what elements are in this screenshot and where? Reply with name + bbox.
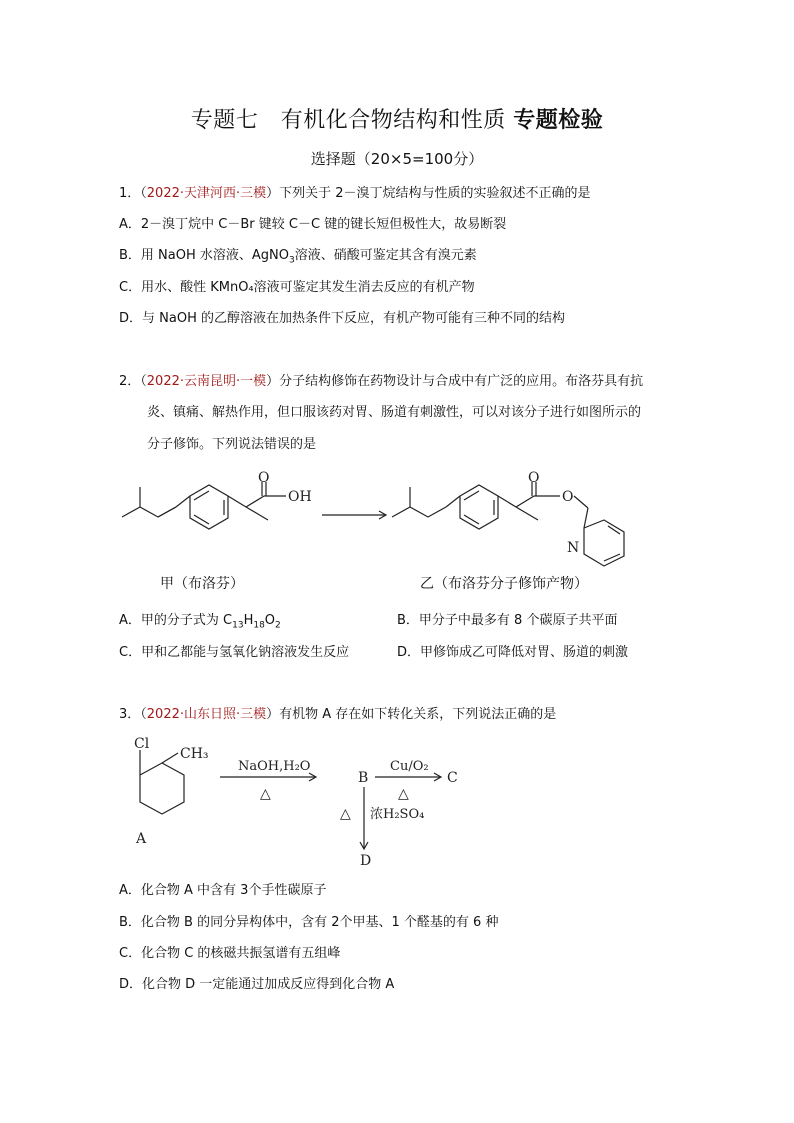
yi-ester-oxygen-label: O xyxy=(562,489,574,505)
q2-stem-line3: 分子修饰。下列说法错误的是 xyxy=(147,437,317,452)
title-main: 专题七 有机化合物结构和性质 xyxy=(190,108,506,133)
title-bold: 专题检验 xyxy=(513,108,604,133)
q1-option-a: A．2－溴丁烷中 C－Br 键较 C－C 键的键长短但极性大，故易断裂 xyxy=(119,217,507,232)
compound-c-label: C xyxy=(447,770,458,786)
q2-option-a: A．甲的分子式为 $C_{13}H_{18}O_2$ xyxy=(119,613,281,631)
q3-stem: 3．（2022·山东日照·三模）有机物 A 存在如下转化关系，下列说法正确的是 xyxy=(119,707,557,722)
q3-option-a: A．化合物 A 中含有 3个手性碳原子 xyxy=(119,883,327,898)
q1-option-d: D．与 NaOH 的乙醇溶液在加热条件下反应，有机产物可能有三种不同的结构 xyxy=(119,311,565,326)
h2so4-condition-label: 浓H₂SO₄ xyxy=(370,807,425,822)
q1-option-b: B．用 NaOH 水溶液、AgNO$_3$溶液、硝酸可鉴定其含有溴元素 xyxy=(119,248,477,266)
heat-symbol-1: △ xyxy=(260,786,271,802)
label-yi: 乙（布洛芬分子修饰产物） xyxy=(420,576,588,592)
q1-stem: 1．（2022·天津河西·三模）下列关于 2－溴丁烷结构与性质的实验叙述不正确的是 xyxy=(119,186,591,201)
page-title xyxy=(0,103,794,134)
q2-source: 2022·云南昆明·一模 xyxy=(146,374,267,389)
section-subtitle: 选择题（20×5=100分） xyxy=(310,150,484,168)
q2-option-d: D．甲修饰成乙可降低对胃、肠道的刺激 xyxy=(397,645,629,660)
q2-option-b: B．甲分子中最多有 8 个碳原子共平面 xyxy=(397,613,618,628)
label-jia: 甲（布洛芬） xyxy=(160,576,244,592)
compound-d-label: D xyxy=(360,853,372,869)
yi-pyridine-nitrogen-label: N xyxy=(567,540,580,556)
chlorine-atom-label: Cl xyxy=(134,736,150,752)
cuo2-condition-label: Cu/O₂ xyxy=(390,759,429,774)
heat-symbol-3: △ xyxy=(340,806,351,822)
compound-a-reaction-diagram xyxy=(110,730,490,875)
q1-source: 2022·天津河西·三模 xyxy=(146,186,267,201)
naoh-condition-label: NaOH,H₂O xyxy=(238,759,311,774)
compound-a-label: A xyxy=(136,831,147,847)
jia-hydroxyl-label: OH xyxy=(288,489,312,505)
q3-option-b: B．化合物 B 的同分异构体中，含有 2个甲基、1 个醛基的有 6 种 xyxy=(119,915,499,930)
q3-option-c: C．化合物 C 的核磁共振氢谱有五组峰 xyxy=(119,946,341,961)
jia-oxygen-label: O xyxy=(258,470,270,486)
q3-option-d: D．化合物 D 一定能通过加成反应得到化合物 A xyxy=(119,977,395,992)
compound-b-label: B xyxy=(358,770,369,786)
q3-source: 2022·山东日照·三模 xyxy=(146,707,267,722)
heat-symbol-2: △ xyxy=(398,786,409,802)
methyl-group-label: CH₃ xyxy=(180,746,209,762)
yi-carbonyl-oxygen-label: O xyxy=(528,470,540,486)
q1-option-c: C．用水、酸性 KMnO₄溶液可鉴定其发生消去反应的有机产物 xyxy=(119,280,475,295)
q2-stem-line1: 2．（2022·云南昆明·一模）分子结构修饰在药物设计与合成中有广泛的应用。布洛芬具有抗 xyxy=(119,374,644,389)
q2-option-c: C．甲和乙都能与氢氧化钠溶液发生反应 xyxy=(119,645,350,660)
q2-stem-line2: 炎、镇痛、解热作用，但口服该药对胃、肠道有刺激性，可以对该分子进行如图所示的 xyxy=(147,405,642,420)
